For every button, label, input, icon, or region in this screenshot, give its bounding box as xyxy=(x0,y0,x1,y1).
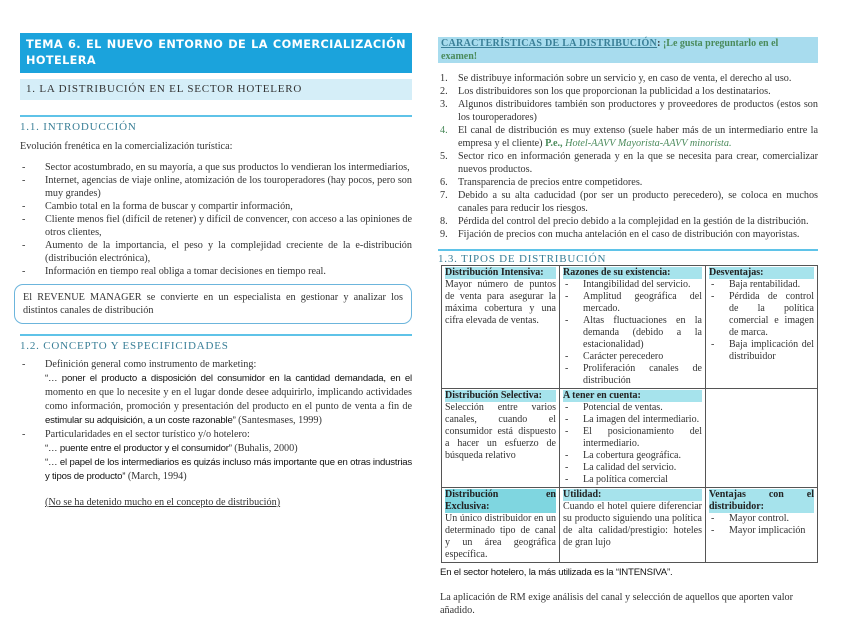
cell-text: Un único distribuidor en un determinado tipo de canal y un área geográfica específica. xyxy=(445,513,556,560)
quote: “… el papel de los intermediarios es quizás incluso más importante que en otras industrias y tipos de producto” xyxy=(45,457,412,482)
list-item: 2. Los distribuidores son los que proporcionan la publicidad a los destinatarios. xyxy=(440,86,771,97)
left-column xyxy=(20,33,412,509)
citation: (March, 1994) xyxy=(125,471,187,482)
example-text: Hotel-AAVV Mayorista-AAVV minorista. xyxy=(562,138,732,149)
item-text: Se distribuye información sobre un servicio y, en caso de venta, el derecho al uso. xyxy=(458,73,792,84)
quote: “… puente entre el productor y el consumidor” xyxy=(45,443,232,454)
list-item: 8. Pérdida del control del precio debido a la complejidad en la gestión de la distribución. xyxy=(440,216,809,227)
list-item: - Cambio total en la forma de buscar y compartir información, xyxy=(20,200,412,213)
item-text: Pérdida del control del precio debido a la complejidad en la gestión de la distribución. xyxy=(458,216,809,227)
list-item: - El posicionamiento del intermediario. xyxy=(563,426,702,450)
list-item: - Sector acostumbrado, en su mayoría, a que sus productos lo vendieran los intermediarios, xyxy=(20,161,412,174)
list-item: 1. Se distribuye información sobre un servicio y, en caso de venta, el derecho al uso. xyxy=(440,73,792,84)
list-item: - Pérdida de control de la política comercial e imagen de marca. xyxy=(709,291,814,339)
list-item: - Información en tiempo real obliga a tomar decisiones en tiempo real. xyxy=(20,265,412,278)
list-item: 4. El canal de distribución es muy extenso (suele haber más de un intermediario entre la empresa y el cliente) P.e., Hotel-AAVV Mayorista-AAVV minorista. xyxy=(440,125,818,149)
intro-lead: Evolución frenética en la comercialización turística: xyxy=(20,141,233,152)
cell-header: Ventajas con el distribuidor: xyxy=(709,489,814,512)
right-column xyxy=(438,37,818,617)
cell-text: Mayor número de puntos de venta para asegurar la máxima cobertura y una cifra elevada de ventas. xyxy=(445,279,556,326)
tipos-table xyxy=(441,265,818,563)
table-row xyxy=(442,266,818,389)
list-item: - La calidad del servicio. xyxy=(563,462,702,474)
list-item: - La política comercial xyxy=(563,474,702,486)
example-label: P.e., xyxy=(545,138,563,149)
table-row xyxy=(442,389,818,488)
introduccion-section xyxy=(20,115,412,278)
list-item: - Mayor implicación xyxy=(709,525,814,537)
list-item: - Baja rentabilidad. xyxy=(709,279,814,291)
citation: (Santesmases, 1999) xyxy=(235,415,322,426)
cell-header: Distribución Intensiva: xyxy=(445,267,556,279)
list-item: - La imagen del intermediario. xyxy=(563,414,702,426)
list-item: 6. Transparencia de precios entre competidores. xyxy=(440,177,643,188)
subsection-heading: 1.1. INTRODUCCIÓN xyxy=(20,115,412,134)
cell-header: Desventajas: xyxy=(709,267,814,279)
item-text: Algunos distribuidores también son productores y proveedores de productos (estos son los touroperadores) xyxy=(458,99,818,123)
list-item: - Baja implicación del distribuidor xyxy=(709,339,814,363)
table-row xyxy=(442,488,818,563)
list-item: - Potencial de ventas. xyxy=(563,402,702,414)
list-item: - Aumento de la importancia, el peso y la complejidad creciente de la e-distribución (distribución electrónica), xyxy=(20,239,412,265)
section-heading: 1. LA DISTRIBUCIÓN EN EL SECTOR HOTELERO xyxy=(20,79,412,100)
heading-text: CARACTERÍSTICAS DE LA DISTRIBUCIÓN xyxy=(441,38,658,49)
quote: “… poner el producto a disposición del consumidor en la cantidad demandada, en el xyxy=(45,373,412,384)
caracteristicas-section xyxy=(438,37,818,241)
caracteristicas-heading xyxy=(438,37,818,63)
concepto-section xyxy=(20,334,412,509)
tipos-section xyxy=(438,249,818,563)
list-item: - La cobertura geográfica. xyxy=(563,450,702,462)
item-text: Definición general como instrumento de marketing: xyxy=(45,359,257,370)
item-text: Los distribuidores son los que proporcionan la publicidad a los destinatarios. xyxy=(458,86,771,97)
list-item: - Intangibilidad del servicio. xyxy=(563,279,702,291)
list-item: - Amplitud geográfica del mercado. xyxy=(563,291,702,315)
document-title: TEMA 6. EL NUEVO ENTORNO DE LA COMERCIALIZACIÓN HOTELERA xyxy=(20,33,412,73)
cell-header: Distribución Selectiva: xyxy=(445,390,556,402)
list-item xyxy=(20,358,412,428)
list-item: - Cliente menos fiel (difícil de retener) y difícil de convencer, con acceso a las opiniones de otros clientes, xyxy=(20,213,412,239)
quote-continued: momento en que lo necesite y en el lugar donde desee adquirirlo, implicando actividades como información, promoción y presentación del producto en el punto de venta a fin de xyxy=(45,387,412,412)
exam-tip: ¡Le gusta preguntarlo en el examen! xyxy=(441,38,779,62)
item-text: Particularidades en el sector turístico y/o hotelero: xyxy=(45,429,250,440)
item-text: Debido a su alta caducidad (por ser un producto perecedero), se coloca en muchos canales para reducir los riesgos. xyxy=(458,190,818,214)
subsection-heading: 1.3. TIPOS DE DISTRIBUCIÓN xyxy=(438,249,818,265)
item-text: Transparencia de precios entre competidores. xyxy=(458,177,643,188)
footer-note: La aplicación de RM exige análisis del canal y selección de aquellos que aporten valor añadido. xyxy=(440,592,794,616)
list-item: 7. Debido a su alta caducidad (por ser un producto perecedero), se coloca en muchos canales para reducir los riesgos. xyxy=(440,190,818,214)
list-item: - Proliferación canales de distribución xyxy=(563,363,702,387)
list-item: 5. Sector rico en información generada y en la que se necesita para crear, comercializar nuevos productos. xyxy=(440,151,818,175)
list-item: - Mayor control. xyxy=(709,513,814,525)
list-item: - Carácter perecedero xyxy=(563,351,702,363)
separator: : xyxy=(657,38,663,49)
cell-header: Utilidad: xyxy=(563,489,702,501)
revenue-manager-callout: El REVENUE MANAGER se convierte en un especialista en gestionar y analizar los distintos canales de distribución xyxy=(14,284,412,324)
quote: estimular su adquisición, a un coste razonable” xyxy=(45,415,236,426)
list-item: 9. Fijación de precios con mucha antelación en el caso de distribución con mayoristas. xyxy=(440,229,800,240)
item-text: El canal de distribución es muy extenso (suele haber más de un intermediario entre la empresa y el cliente) xyxy=(458,125,818,149)
cell-header: A tener en cuenta: xyxy=(563,390,702,402)
empty-cell xyxy=(706,389,818,488)
list-item: 3. Algunos distribuidores también son productores y proveedores de productos (estos son los touroperadores) xyxy=(440,99,818,123)
list-item xyxy=(20,428,412,484)
cell-header: Razones de su existencia: xyxy=(563,267,702,279)
cell-text: Cuando el hotel quiere diferenciar su producto siguiendo una política de alta calidad/prestigio: hoteles de gran lujo xyxy=(563,501,702,548)
subsection-heading: 1.2. CONCEPTO Y ESPECIFICIDADES xyxy=(20,334,412,353)
note: (No se ha detenido mucho en el concepto de distribución) xyxy=(45,497,281,508)
footer-note: En el sector hotelero, la más utilizada es la “INTENSIVA”. xyxy=(440,567,673,578)
cell-header: Distribución en Exclusiva: xyxy=(445,489,556,512)
citation: (Buhalis, 2000) xyxy=(231,443,298,454)
item-text: Sector rico en información generada y en la que se necesita para crear, comercializar nuevos productos. xyxy=(458,151,818,175)
list-item: - Altas fluctuaciones en la demanda (debido a la estacionalidad) xyxy=(563,315,702,351)
item-text: Fijación de precios con mucha antelación en el caso de distribución con mayoristas. xyxy=(458,229,800,240)
list-item: - Internet, agencias de viaje online, atomización de los touroperadores (hay pocos, pero son muy grandes) xyxy=(20,174,412,200)
cell-text: Selección entre varios canales, cuando el consumidor está dispuesto a hacer un esfuerzo de búsqueda relativo xyxy=(445,402,556,461)
